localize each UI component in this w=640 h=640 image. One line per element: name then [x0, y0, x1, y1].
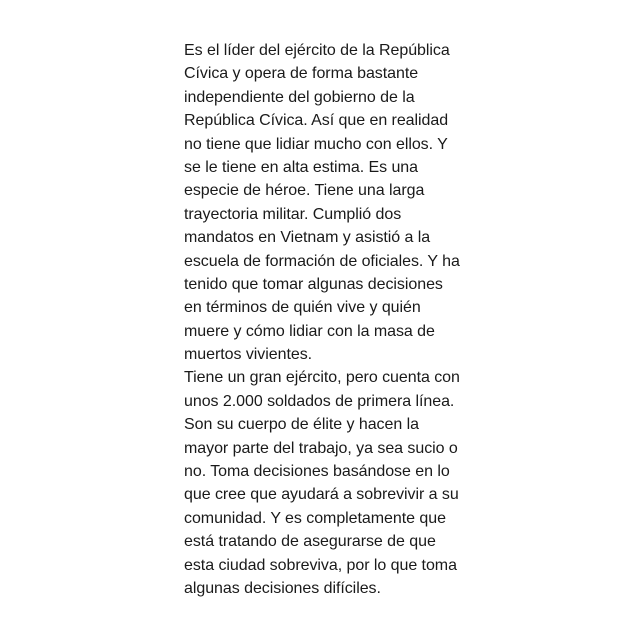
text-line: mayor parte del trabajo, ya sea sucio o — [184, 439, 458, 457]
text-line: especie de héroe. Tiene una larga — [184, 182, 425, 200]
text-line: escuela de formación de oficiales. Y ha — [184, 252, 460, 270]
text-line: muere y cómo lidiar con la masa de — [184, 322, 435, 340]
text-line: unos 2.000 soldados de primera línea. — [184, 392, 455, 410]
text-line: Cívica y opera de forma bastante — [184, 65, 419, 83]
text-line: Es el líder del ejército de la República — [184, 42, 450, 59]
text-line: Tiene un gran ejército, pero cuenta con — [184, 369, 460, 387]
text-line: está tratando de asegurarse de que — [184, 533, 436, 551]
text-line: República Cívica. Así que en realidad — [184, 112, 449, 130]
paragraph-1 — [184, 39, 474, 366]
text-line: esta ciudad sobreviva, por lo que toma — [184, 556, 457, 574]
text-line: en términos de quién vive y quién — [184, 299, 421, 317]
text-line: tenido que tomar algunas decisiones — [184, 275, 443, 293]
text-line: algunas decisiones difíciles. — [184, 579, 381, 597]
text-line: comunidad. Y es completamente que — [184, 509, 446, 527]
text-line: que cree que ayudará a sobrevivir a su — [184, 486, 459, 504]
text-line: independiente del gobierno de la — [184, 88, 415, 106]
paragraph-2 — [184, 366, 474, 600]
text-line: no tiene que lidiar mucho con ellos. Y — [184, 135, 448, 153]
text-line: trayectoria militar. Cumplió dos — [184, 205, 402, 223]
text-line: mandatos en Vietnam y asistió a la — [184, 229, 431, 247]
text-line: Son su cuerpo de élite y hacen la — [184, 416, 419, 434]
text-line: se le tiene en alta estima. Es una — [184, 158, 418, 176]
body-text — [184, 39, 474, 600]
text-line: muertos vivientes. — [184, 346, 313, 364]
text-line: no. Toma decisiones basándose en lo — [184, 463, 450, 481]
